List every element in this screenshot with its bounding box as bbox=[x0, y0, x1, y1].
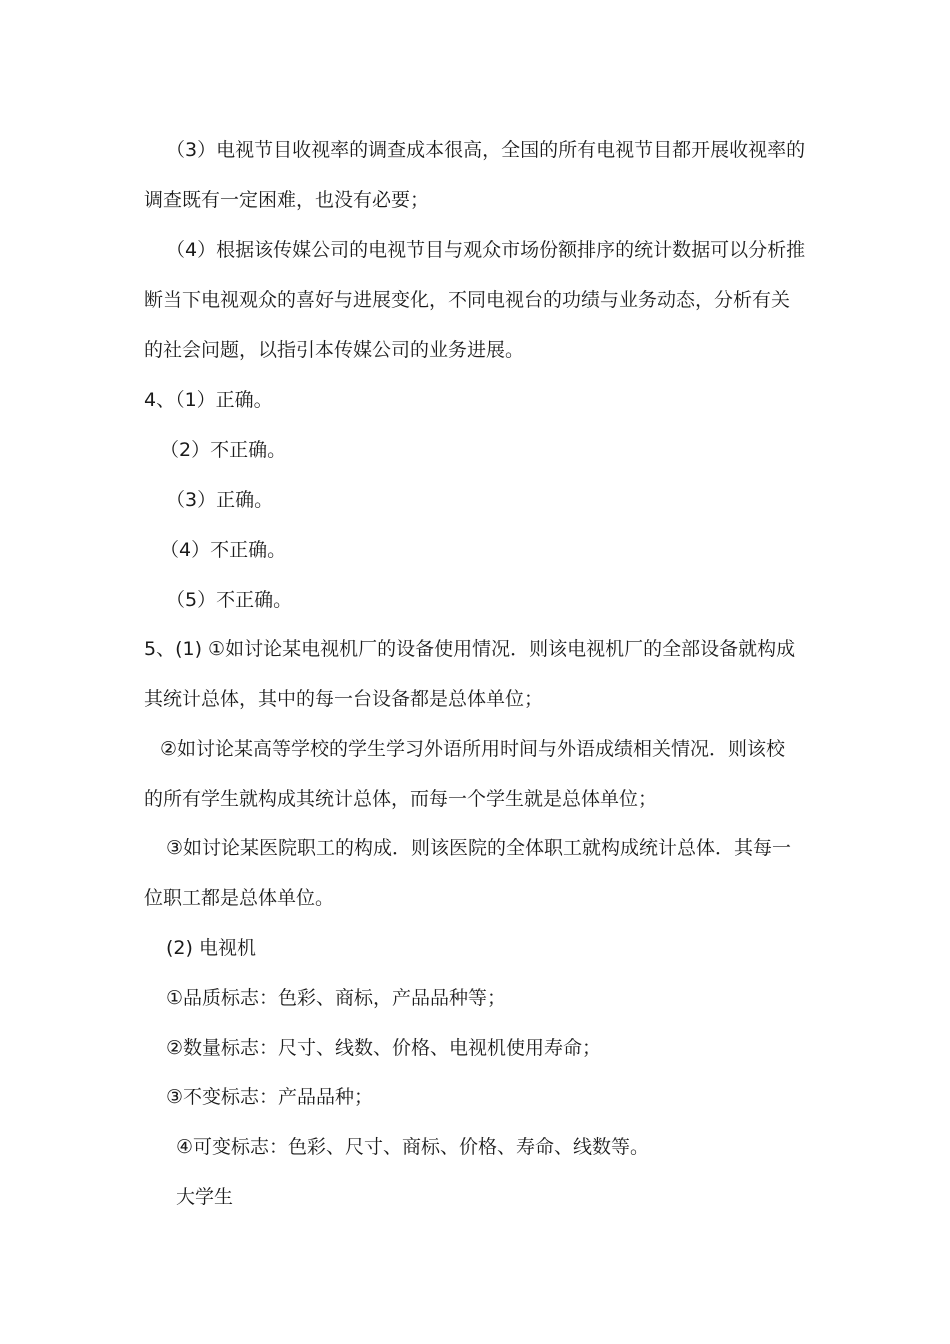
paragraph-line: 位职工都是总体单位。 bbox=[144, 887, 335, 909]
paragraph-line: 的社会问题，以指引本传媒公司的业务进展。 bbox=[144, 339, 525, 361]
list-item: ①品质标志：色彩、商标，产品品种等； bbox=[166, 987, 507, 1009]
answer-item: （3）正确。 bbox=[166, 489, 274, 511]
paragraph-line: 断当下电视观众的喜好与进展变化，不同电视台的功绩与业务动态，分析有关 bbox=[144, 289, 791, 311]
paragraph-line: （4）根据该传媒公司的电视节目与观众市场份额排序的统计数据可以分析推 bbox=[166, 239, 806, 261]
paragraph-line: ③如讨论某医院职工的构成．则该医院的全体职工就构成统计总体．其每一 bbox=[166, 837, 792, 859]
paragraph-line: （3）电视节目收视率的调查成本很高，全国的所有电视节目都开展收视率的 bbox=[166, 139, 806, 161]
answer-item: （5）不正确。 bbox=[166, 589, 293, 611]
paragraph-line: ②如讨论某高等学校的学生学习外语所用时间与外语成绩相关情况．则该校 bbox=[160, 738, 786, 760]
paragraph-line: 调查既有一定困难，也没有必要； bbox=[144, 189, 430, 211]
answer-heading: 5、(1) ①如讨论某电视机厂的设备使用情况．则该电视机厂的全部设备就构成 bbox=[144, 638, 796, 660]
answer-item: （2）不正确。 bbox=[160, 439, 287, 461]
list-item: ④可变标志：色彩、尺寸、商标、价格、寿命、线数等。 bbox=[176, 1136, 650, 1158]
sub-heading: 大学生 bbox=[176, 1186, 234, 1208]
answer-heading: 4、（1）正确。 bbox=[144, 389, 273, 411]
answer-item: （4）不正确。 bbox=[160, 539, 287, 561]
sub-heading: (2) 电视机 bbox=[166, 937, 256, 959]
paragraph-line: 其统计总体，其中的每一台设备都是总体单位； bbox=[144, 688, 544, 710]
list-item: ③不变标志：产品品种； bbox=[166, 1086, 374, 1108]
paragraph-line: 的所有学生就构成其统计总体，而每一个学生就是总体单位； bbox=[144, 788, 658, 810]
list-item: ②数量标志：尺寸、线数、价格、电视机使用寿命； bbox=[166, 1037, 602, 1059]
